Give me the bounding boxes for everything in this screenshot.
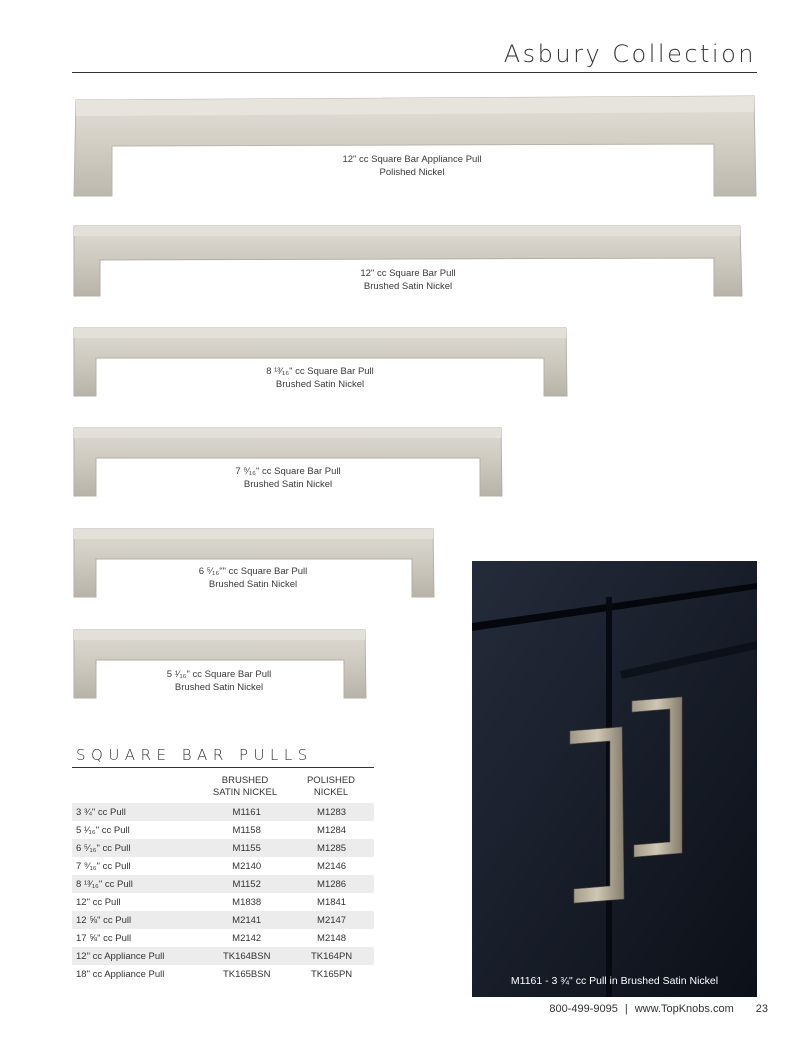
row-polished-sku: M2147 <box>317 914 347 926</box>
pull-caption-finish: Brushed Satin Nickel <box>363 281 453 292</box>
row-polished-sku: TK165PN <box>310 968 353 980</box>
column-header-line: NICKEL <box>313 787 349 798</box>
table-row <box>72 929 374 947</box>
column-header-brushed <box>202 775 288 799</box>
pull-caption-finish: Brushed Satin Nickel <box>174 682 264 693</box>
row-name: 12" cc Appliance Pull <box>76 950 165 962</box>
pull-caption-finish: Polished Nickel <box>379 167 445 178</box>
table-row <box>72 893 374 911</box>
table-row <box>72 947 374 965</box>
pull-caption <box>153 565 353 591</box>
row-name: 12" cc Pull <box>76 896 121 908</box>
footer-separator: | <box>624 1003 628 1015</box>
section-divider <box>72 767 374 768</box>
row-name: 12 ⅝" cc Pull <box>76 914 132 926</box>
row-polished-sku: M1841 <box>317 896 347 908</box>
table-row <box>72 821 374 839</box>
row-brushed-sku: M2140 <box>232 860 262 872</box>
table-row <box>72 857 374 875</box>
row-brushed-sku: M1152 <box>232 878 261 890</box>
column-header-polished <box>288 775 374 799</box>
row-brushed-sku: M1155 <box>232 842 261 854</box>
table-row <box>72 965 374 983</box>
footer <box>549 1003 768 1015</box>
pull-caption <box>188 465 388 491</box>
row-brushed-sku: M1158 <box>232 824 261 836</box>
page-number: 23 <box>755 1003 768 1015</box>
pull-caption-name: 12" cc Square Bar Pull <box>360 268 456 279</box>
row-name: 6 ⁵⁄₁₆" cc Pull <box>76 842 131 854</box>
pulls-table <box>72 803 374 983</box>
row-polished-sku: M1284 <box>317 824 347 836</box>
column-header-line: SATIN NICKEL <box>212 787 278 798</box>
pull-caption-finish: Brushed Satin Nickel <box>275 379 365 390</box>
row-brushed-sku: TK164BSN <box>222 950 271 962</box>
row-brushed-sku: M1838 <box>232 896 262 908</box>
row-name: 17 ⅝" cc Pull <box>76 932 132 944</box>
photo-caption: M1161 - 3 ¾" cc Pull in Brushed Satin Nickel <box>510 975 719 987</box>
section-title: SQUARE BAR PULLS <box>76 746 313 764</box>
cabinet-photo-illustration <box>472 561 757 997</box>
phone-number: 800-499-9095 <box>549 1003 618 1015</box>
pull-caption <box>119 668 319 694</box>
table-row <box>72 803 374 821</box>
table-row <box>72 911 374 929</box>
table-row <box>72 839 374 857</box>
row-polished-sku: M1283 <box>317 806 347 818</box>
row-polished-sku: M2148 <box>317 932 347 944</box>
product-photo <box>472 561 757 997</box>
row-name: 7 ⁹⁄₁₆" cc Pull <box>76 860 131 872</box>
row-name: 18" cc Appliance Pull <box>76 968 165 980</box>
row-brushed-sku: TK165BSN <box>222 968 271 980</box>
row-polished-sku: TK164PN <box>310 950 353 962</box>
row-polished-sku: M1286 <box>317 878 347 890</box>
pull-caption <box>312 153 512 179</box>
pull-caption-name: 12" cc Square Bar Appliance Pull <box>342 154 482 165</box>
pull-caption <box>308 267 508 293</box>
row-brushed-sku: M1161 <box>232 806 261 818</box>
row-polished-sku: M2146 <box>317 860 347 872</box>
row-name: 3 ¾" cc Pull <box>76 806 126 818</box>
header-divider <box>72 72 757 73</box>
pull-image-appliance-12 <box>72 96 757 198</box>
pull-caption-name: 5 ¹⁄₁₆" cc Square Bar Pull <box>166 669 272 680</box>
pull-caption-name: 6 ⁵⁄₁₆"" cc Square Bar Pull <box>198 566 308 577</box>
column-header-line: BRUSHED <box>221 775 269 786</box>
pull-caption-name: 8 ¹³⁄₁₆" cc Square Bar Pull <box>266 366 374 377</box>
collection-title: Asbury Collection <box>503 40 756 68</box>
row-name: 5 ¹⁄₁₆" cc Pull <box>76 824 130 836</box>
column-header-line: POLISHED <box>306 775 356 786</box>
table-row <box>72 875 374 893</box>
website-link[interactable]: www.TopKnobs.com <box>634 1003 734 1015</box>
row-brushed-sku: M2141 <box>232 914 262 926</box>
pull-caption-finish: Brushed Satin Nickel <box>243 479 333 490</box>
row-polished-sku: M1285 <box>317 842 347 854</box>
pull-caption <box>220 365 420 391</box>
row-brushed-sku: M2142 <box>232 932 262 944</box>
row-name: 8 ¹³⁄₁₆" cc Pull <box>76 878 133 890</box>
pull-caption-name: 7 ⁹⁄₁₆" cc Square Bar Pull <box>235 466 341 477</box>
pull-caption-finish: Brushed Satin Nickel <box>208 579 298 590</box>
